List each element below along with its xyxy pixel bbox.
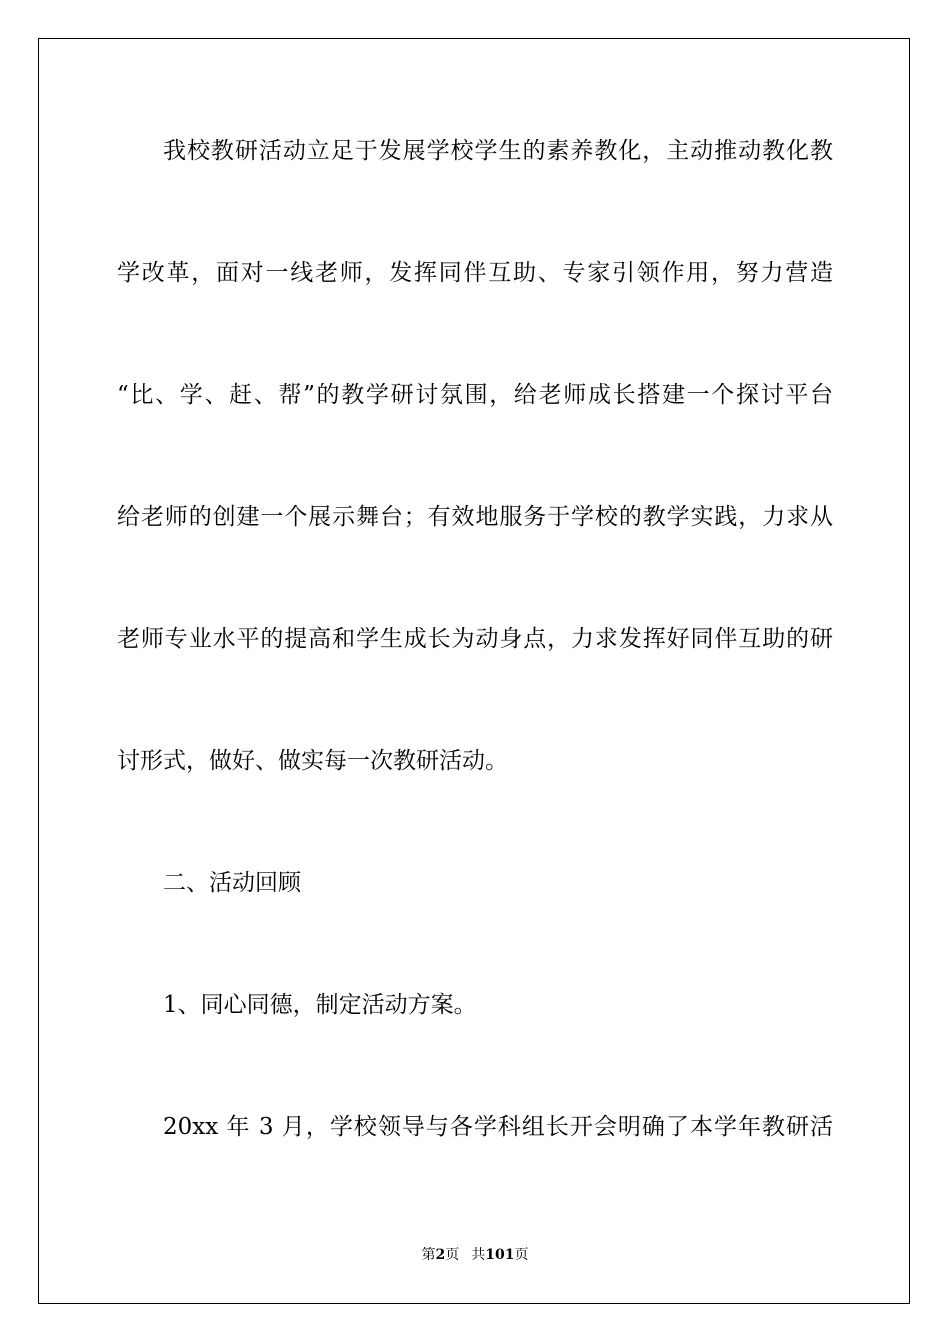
footer-page-number: 2 (435, 1247, 446, 1263)
paragraph-line-2: 学改革，面对一线老师，发挥同伴互助、专家引领作用，努力营造 (117, 260, 833, 286)
paragraph-line-5: 老师专业水平的提高和学生成长为动身点，力求发挥好同伴互助的研 (117, 626, 833, 652)
footer-total-unit: 页 (514, 1247, 529, 1263)
paragraph-line-4: 给老师的创建一个展示舞台；有效地服务于学校的教学实践，力求从 (117, 504, 833, 530)
page-footer (0, 1246, 950, 1264)
paragraph-line-7: 20xx 年 3 月，学校领导与各学科组长开会明确了本学年教研活 (163, 1114, 833, 1140)
footer-page-unit: 页 (445, 1247, 460, 1263)
footer-total-pages: 101 (485, 1247, 515, 1263)
paragraph-line-3: “比、学、赶、帮”的教学研讨氛围，给老师成长搭建一个探讨平台 (117, 382, 833, 408)
paragraph-line-1: 我校教研活动立足于发展学校学生的素养教化，主动推动教化教 (163, 138, 833, 164)
footer-page-prefix: 第 (421, 1247, 436, 1263)
footer-total-prefix: 共 (471, 1247, 486, 1263)
paragraph-line-6: 讨形式，做好、做实每一次教研活动。 (117, 748, 508, 774)
section-heading: 二、活动回顾 (163, 870, 301, 896)
subsection-heading: 1、同心同德，制定活动方案。 (163, 992, 477, 1018)
